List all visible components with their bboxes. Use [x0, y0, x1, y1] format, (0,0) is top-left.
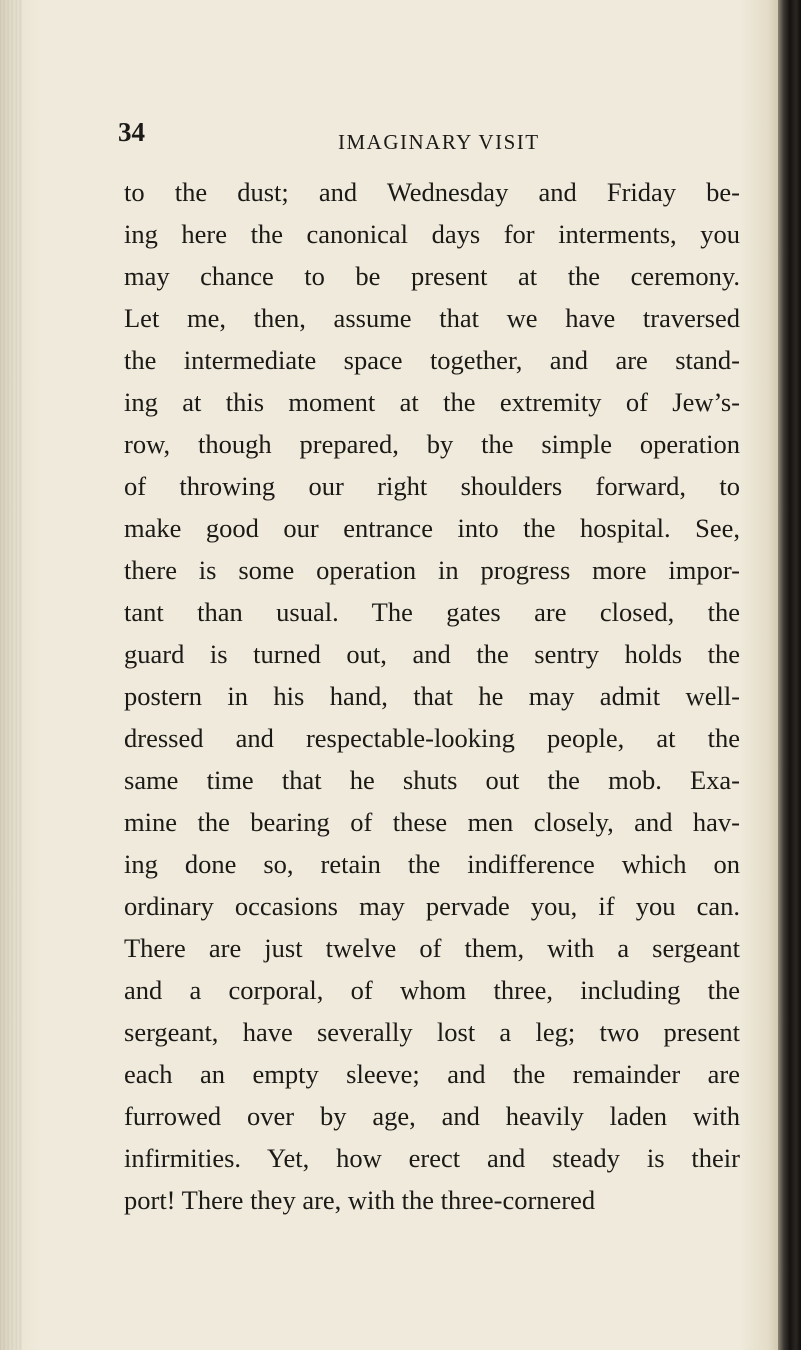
- text-line: ordinary occasions may pervade you, if you can.: [124, 891, 740, 921]
- text-line: port! There they are, with the three-cornered: [124, 1185, 596, 1215]
- text-line: dressed and respectable-looking people, at the: [124, 723, 740, 753]
- text-line: each an empty sleeve; and the remainder are: [124, 1059, 740, 1089]
- text-line: make good our entrance into the hospital. See,: [124, 513, 740, 543]
- text-line: of throwing our right shoulders forward, to: [124, 471, 740, 501]
- page-header: [0, 117, 801, 157]
- running-head: IMAGINARY VISIT: [338, 130, 540, 154]
- body-text: [124, 171, 744, 1221]
- text-line: ing at this moment at the extremity of Jew’s-: [124, 387, 740, 417]
- text-line: furrowed over by age, and heavily laden with: [124, 1101, 740, 1131]
- text-line: tant than usual. The gates are closed, the: [124, 597, 740, 627]
- text-line: infirmities. Yet, how erect and steady is their: [124, 1143, 740, 1173]
- page-number: 34: [118, 117, 145, 147]
- text-line: row, though prepared, by the simple operation: [124, 429, 740, 459]
- text-line: may chance to be present at the ceremony.: [124, 261, 740, 291]
- text-line: sergeant, have severally lost a leg; two present: [124, 1017, 740, 1047]
- text-line: Let me, then, assume that we have traversed: [124, 303, 740, 333]
- text-line: there is some operation in progress more impor-: [124, 555, 740, 585]
- text-line: postern in his hand, that he may admit well-: [124, 681, 740, 711]
- text-line: guard is turned out, and the sentry holds the: [124, 639, 740, 669]
- text-line: and a corporal, of whom three, including the: [124, 975, 740, 1005]
- text-line: the intermediate space together, and are stand-: [124, 345, 740, 375]
- text-line: mine the bearing of these men closely, and hav-: [124, 807, 740, 837]
- text-line: to the dust; and Wednesday and Friday be-: [124, 177, 740, 207]
- text-line: There are just twelve of them, with a sergeant: [124, 933, 740, 963]
- text-line: same time that he shuts out the mob. Exa-: [124, 765, 740, 795]
- text-line: ing done so, retain the indifference which on: [124, 849, 740, 879]
- page-edge-shadow: [778, 0, 801, 1350]
- text-line: ing here the canonical days for interments, you: [124, 219, 740, 249]
- binding-gutter: [0, 0, 22, 1350]
